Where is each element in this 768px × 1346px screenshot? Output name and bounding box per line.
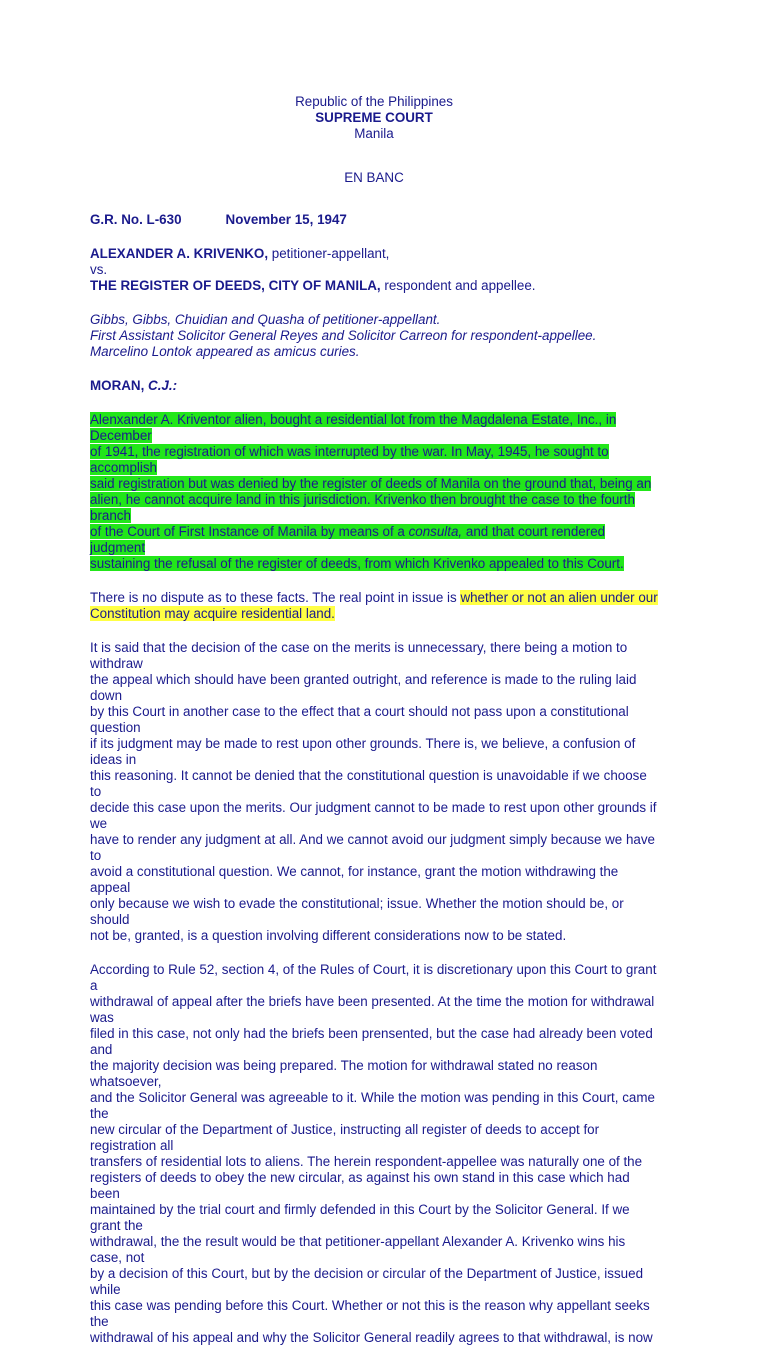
text-line: withdrawal of his appeal and why the Solicitor General readily agrees to that withdrawal, is now	[90, 1330, 653, 1345]
text-line: avoid a constitutional question. We cannot, for instance, grant the motion withdrawing the appeal	[90, 864, 619, 895]
highlighted-text	[90, 524, 605, 555]
text-line: this case was pending before this Court. Whether or not this is the reason why appellant seeks the	[90, 1298, 650, 1329]
text-line: registers of deeds to obey the new circular, as against his own stand in this case which had been	[90, 1170, 630, 1201]
text-line: the majority decision was being prepared. The motion for withdrawal stated no reason whatsoever,	[90, 1058, 598, 1089]
text-line: maintained by the trial court and firmly defended in this Court by the Solicitor General. If we grant the	[90, 1202, 630, 1233]
text-line: by this Court in another case to the effect that a court should not pass upon a constitutional question	[90, 704, 629, 735]
highlighted-text: said registration but was denied by the register of deeds of Manila on the ground that, being an	[90, 476, 652, 491]
text-line: this reasoning. It cannot be denied that the constitutional question is unavoidable if we choose to	[90, 768, 647, 799]
text-line: According to Rule 52, section 4, of the Rules of Court, it is discretionary upon this Court to grant a	[90, 962, 657, 993]
document-header	[90, 94, 658, 186]
case-date: November 15, 1947	[225, 212, 347, 227]
text-line: only because we wish to evade the constitutional; issue. Whether the motion should be, or should	[90, 896, 624, 927]
court-name: SUPREME COURT	[315, 110, 433, 125]
paragraph-withdrawal	[90, 962, 658, 1346]
republic-line: Republic of the Philippines	[295, 94, 453, 109]
petitioner-name: ALEXANDER A. KRIVENKO,	[90, 246, 269, 261]
court-city: Manila	[354, 126, 394, 141]
paragraph-issue	[90, 590, 658, 622]
petitioner-line	[90, 246, 658, 262]
highlighted-text: Constitution may acquire residential land.	[90, 606, 335, 621]
text-line: withdrawal of appeal after the briefs have been presented. At the time the motion for withdrawal was	[90, 994, 655, 1025]
highlighted-text: sustaining the refusal of the register of deeds, from which Krivenko appealed to this Court.	[90, 556, 624, 571]
text-line: decide this case upon the merits. Our judgment cannot to be made to rest upon other grounds if we	[90, 800, 657, 831]
text-line: the appeal which should have been granted outright, and reference is made to the ruling laid down	[90, 672, 637, 703]
highlighted-text: whether or not an alien under our	[460, 590, 658, 605]
counsel-line: Gibbs, Gibbs, Chuidian and Quasha of petitioner-appellant.	[90, 312, 441, 327]
text-line: withdrawal, the the result would be that petitioner-appellant Alexander A. Krivenko wins his case, not	[90, 1234, 626, 1265]
text-fragment: and that court rendered judgment	[90, 524, 606, 555]
division-label: EN BANC	[344, 170, 404, 185]
text-line: filed in this case, not only had the briefs been prensented, but the case had already been voted and	[90, 1026, 653, 1057]
paragraph-merits	[90, 640, 658, 944]
case-number: G.R. No. L-630	[90, 212, 182, 227]
ponente-name: MORAN,	[90, 378, 149, 393]
ponente	[90, 378, 658, 394]
text-line: have to render any judgment at all. And we cannot avoid our judgment simply because we have to	[90, 832, 655, 863]
respondent-name: THE REGISTER OF DEEDS, CITY OF MANILA,	[90, 278, 381, 293]
text-line: if its judgment may be made to rest upon other grounds. There is, we believe, a confusion of ideas in	[90, 736, 636, 767]
text-line: not be, granted, is a question involving different considerations now to be stated.	[90, 928, 567, 943]
parties-block	[90, 246, 658, 294]
petitioner-role: petitioner-appellant,	[268, 246, 390, 261]
text-line: and the Solicitor General was agreeable to it. While the motion was pending in this Court, came the	[90, 1090, 655, 1121]
case-heading	[90, 212, 658, 228]
italic-term: consulta,	[408, 524, 463, 539]
highlighted-text: of 1941, the registration of which was interrupted by the war. In May, 1945, he sought to accomplish	[90, 444, 609, 475]
highlighted-text: Alenxander A. Kriventor alien, bought a residential lot from the Magdalena Estate, Inc., in December	[90, 412, 617, 443]
respondent-line	[90, 278, 658, 294]
text-line: It is said that the decision of the case on the merits is unnecessary, there being a motion to withdraw	[90, 640, 628, 671]
text-line: transfers of residential lots to aliens. The herein respondent-appellee was naturally one of the	[90, 1154, 643, 1169]
versus-label: vs.	[90, 262, 108, 277]
text-fragment: of the Court of First Instance of Manila by means of a	[90, 524, 409, 539]
highlighted-text: alien, he cannot acquire land in this jurisdiction. Krivenko then brought the case to the fourth branch	[90, 492, 635, 523]
text-line: new circular of the Department of Justice, instructing all register of deeds to accept for registration all	[90, 1122, 600, 1153]
text-line: by a decision of this Court, but by the decision or circular of the Department of Justice, issued while	[90, 1266, 644, 1297]
text-fragment: There is no dispute as to these facts. The real point in issue is	[90, 590, 461, 605]
counsel-line: Marcelino Lontok appeared as amicus curies.	[90, 344, 360, 359]
counsel-line: First Assistant Solicitor General Reyes and Solicitor Carreon for respondent-appellee.	[90, 328, 597, 343]
respondent-role: respondent and appellee.	[380, 278, 536, 293]
paragraph-facts	[90, 412, 658, 572]
ponente-title: C.J.:	[148, 378, 178, 393]
counsel-block	[90, 312, 658, 360]
